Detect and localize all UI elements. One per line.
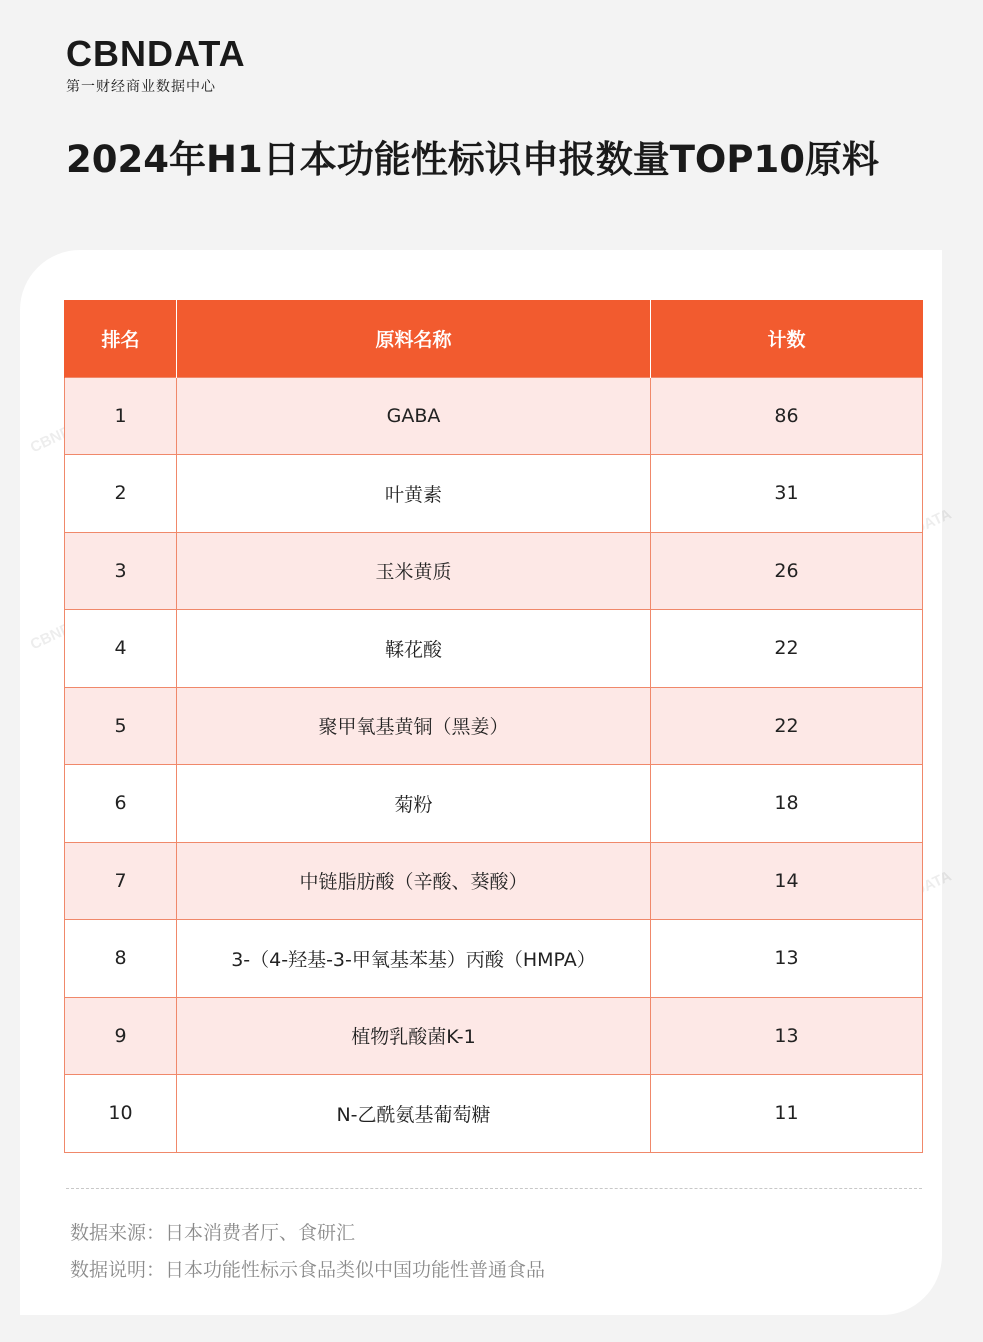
table-row (65, 997, 923, 1075)
cell-rank: 4 (65, 610, 177, 688)
cell-name: 菊粉 (177, 765, 651, 843)
table-row (65, 687, 923, 765)
cell-name: N-乙酰氨基葡萄糖 (177, 1075, 651, 1153)
cell-count: 11 (651, 1075, 923, 1153)
cell-name: 中链脂肪酸（辛酸、葵酸） (177, 842, 651, 920)
cell-rank: 2 (65, 455, 177, 533)
cell-name: 3-（4-羟基-3-甲氧基苯基）丙酸（HMPA） (177, 920, 651, 998)
table-row (65, 920, 923, 998)
table-row (65, 377, 923, 455)
table-row (65, 455, 923, 533)
page-title: 2024年H1日本功能性标识申报数量TOP10原料 (66, 138, 879, 181)
cell-count: 13 (651, 920, 923, 998)
cell-name: GABA (177, 377, 651, 455)
table-row (65, 532, 923, 610)
cell-count: 31 (651, 455, 923, 533)
cell-name: 聚甲氧基黄铜（黑姜） (177, 687, 651, 765)
cell-name: 叶黄素 (177, 455, 651, 533)
cell-count: 18 (651, 765, 923, 843)
logo-subtitle: 第一财经商业数据中心 (66, 79, 216, 95)
cell-count: 22 (651, 610, 923, 688)
brand-logo (66, 33, 246, 96)
cell-rank: 1 (65, 377, 177, 455)
cell-count: 14 (651, 842, 923, 920)
cell-rank: 3 (65, 532, 177, 610)
cell-rank: 9 (65, 997, 177, 1075)
footer-divider (66, 1188, 922, 1189)
source-note: 数据来源：日本消费者厅、食研汇 (70, 1222, 356, 1244)
cell-name: 植物乳酸菌K-1 (177, 997, 651, 1075)
cell-name: 玉米黄质 (177, 532, 651, 610)
cell-rank: 8 (65, 920, 177, 998)
header-count: 计数 (651, 300, 923, 377)
table-row (65, 765, 923, 843)
table-row (65, 610, 923, 688)
table-header-row (65, 300, 923, 377)
cell-rank: 10 (65, 1075, 177, 1153)
cell-count: 26 (651, 532, 923, 610)
cell-name: 鞣花酸 (177, 610, 651, 688)
cell-count: 86 (651, 377, 923, 455)
table-row (65, 842, 923, 920)
header-rank: 排名 (65, 300, 177, 377)
logo-wordmark: CBNDATA (66, 33, 246, 74)
explanation-note: 数据说明：日本功能性标示食品类似中国功能性普通食品 (70, 1259, 546, 1281)
header-name: 原料名称 (177, 300, 651, 377)
ranking-table (64, 300, 923, 1153)
cell-count: 13 (651, 997, 923, 1075)
table-row (65, 1075, 923, 1153)
cell-rank: 5 (65, 687, 177, 765)
cell-count: 22 (651, 687, 923, 765)
cell-rank: 7 (65, 842, 177, 920)
cell-rank: 6 (65, 765, 177, 843)
